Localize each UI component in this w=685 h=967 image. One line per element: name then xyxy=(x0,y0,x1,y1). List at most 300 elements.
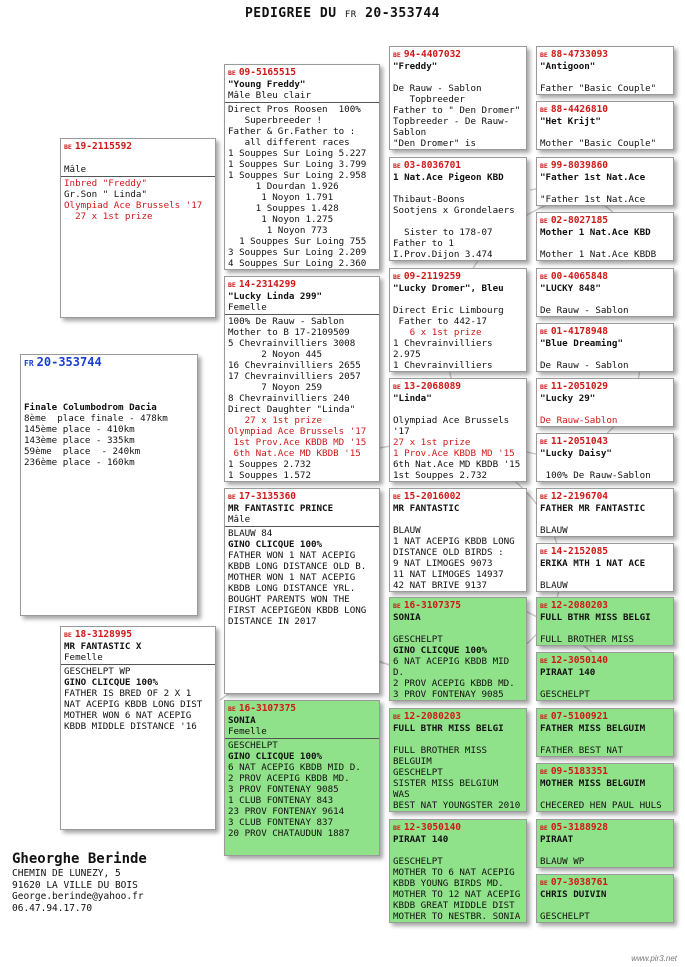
ring-number xyxy=(540,436,670,448)
pedigree-card-ff[interactable] xyxy=(224,64,380,270)
ring-value: 20-353744 xyxy=(36,355,102,369)
card-line: FULL BROTHER MISS xyxy=(393,745,488,756)
country-code: BE xyxy=(540,51,548,59)
country-code: BE xyxy=(540,383,548,391)
card-line: Olympiad Ace Brussels xyxy=(393,415,510,426)
card-line: NAT ACEPIG KBDB LONG DIST xyxy=(64,699,203,710)
ring-number xyxy=(228,279,376,291)
card-line: Father to 1 xyxy=(393,238,454,249)
card-line: '17 xyxy=(393,426,410,437)
country-code: BE xyxy=(540,657,548,665)
card-line xyxy=(540,349,670,360)
card-line: 2 PROV ACEPIG KBDB MD. xyxy=(393,678,515,689)
ring-number xyxy=(393,49,523,61)
title-ring: 20-353744 xyxy=(365,6,441,21)
ring-number xyxy=(540,491,670,503)
card-line: Finale Columbodrom Dacia xyxy=(24,402,157,413)
pigeon-name: FULL BTHR MISS BELGI xyxy=(393,723,504,734)
card-line: De Rauw - Sablon xyxy=(540,360,629,371)
card-line: Father to " Den Dromer" xyxy=(393,105,521,116)
card-line: 42 NAT BRIVE 9137 xyxy=(393,580,488,591)
card-line: Superbreeder ! xyxy=(228,115,323,126)
card-line xyxy=(24,380,194,391)
card-line: 100% De Rauw-Sablon xyxy=(540,470,651,481)
card-line xyxy=(540,900,670,911)
card-line xyxy=(540,72,670,83)
card-line xyxy=(393,404,523,415)
card-line: I.Prov.Dijon 3.474 xyxy=(393,249,493,260)
pedigree-card-g10[interactable] xyxy=(536,543,674,592)
ring-number xyxy=(24,357,194,369)
country-code: BE xyxy=(393,162,401,170)
ring-value: 03-8036701 xyxy=(403,160,462,171)
card-line: Gr.Son " Linda" xyxy=(64,189,147,200)
card-line: 20 PROV CHATAUDUN 1887 xyxy=(228,828,350,839)
card-line: 6th Nat.Ace MD KBDB '15 xyxy=(228,448,361,459)
card-line: 6 NAT ACEPIG KBDB MID D. xyxy=(228,762,361,773)
site-credit[interactable]: www.pir3.net xyxy=(631,954,677,963)
pedigree-card-ffm[interactable] xyxy=(389,157,527,261)
ring-value: 02-8027185 xyxy=(550,215,609,226)
ring-value: 99-8039860 xyxy=(550,160,609,171)
pedigree-card-mm[interactable] xyxy=(224,700,380,856)
pigeon-name: "Freddy" xyxy=(393,61,438,72)
country-code: BE xyxy=(393,602,401,610)
ring-number xyxy=(540,766,670,778)
ring-value: 18-3128995 xyxy=(74,629,133,640)
card-line xyxy=(393,72,523,83)
card-line xyxy=(24,391,194,402)
country-code: BE xyxy=(540,824,548,832)
owner-address: CHEMIN DE LUNEZY, 5 xyxy=(12,868,121,879)
ring-number xyxy=(393,491,523,503)
card-line: 2.975 xyxy=(393,349,421,360)
card-line: 6 x 1st prize xyxy=(393,327,482,338)
title-country: FR xyxy=(344,10,357,20)
ring-value: 14-2152085 xyxy=(550,546,609,557)
pedigree-card-g15[interactable] xyxy=(536,819,674,868)
owner-city: 91620 LA VILLE DU BOIS xyxy=(12,879,138,891)
card-line xyxy=(540,127,670,138)
card-line xyxy=(393,514,523,525)
card-line: all different races xyxy=(228,137,350,148)
card-line xyxy=(540,569,670,580)
ring-value: 12-3050140 xyxy=(403,822,462,833)
card-line xyxy=(64,153,212,164)
pedigree-card-g3[interactable] xyxy=(536,157,674,206)
card-line xyxy=(540,789,670,800)
card-line: 3 CLUB FONTENAY 837 xyxy=(228,817,334,828)
pigeon-name: PIRAAT xyxy=(540,834,574,845)
pigeon-name: "Blue Dreaming" xyxy=(540,338,623,349)
ring-number xyxy=(540,600,670,612)
card-line: De Rauw - Sablon xyxy=(540,305,629,316)
card-line: 145ème place - 410km xyxy=(24,424,135,435)
country-code: BE xyxy=(540,879,548,887)
country-code: BE xyxy=(540,493,548,501)
pigeon-name: "Father 1st Nat.Ace xyxy=(540,172,646,183)
card-line: GESCHELPT xyxy=(540,689,590,700)
pigeon-name: MOTHER MISS BELGUIM xyxy=(540,778,646,789)
card-line xyxy=(393,623,523,634)
card-line: BLAUW xyxy=(393,525,421,536)
card-line: KBDB LONG DISTANCE OLD B. xyxy=(228,561,367,572)
ring-number xyxy=(540,49,670,61)
pedigree-card-g14[interactable] xyxy=(536,763,674,812)
card-line: 1 Souppes Sur Loing 3.799 xyxy=(228,159,367,170)
ring-number xyxy=(540,546,670,558)
ring-number xyxy=(540,822,670,834)
card-line: 143ème place - 335km xyxy=(24,435,135,446)
card-line: 2 PROV ACEPIG KBDB MD. xyxy=(228,773,350,784)
pigeon-name: FATHER MR FANTASTIC xyxy=(540,503,646,514)
ring-value: 01-4178948 xyxy=(550,326,609,337)
ring-value: 09-2119259 xyxy=(403,271,462,282)
card-divider xyxy=(61,664,215,665)
card-line: Topbreeder xyxy=(393,94,465,105)
country-code: BE xyxy=(540,162,548,170)
ring-value: 16-3107375 xyxy=(238,703,297,714)
card-line: GESCHELPT WP xyxy=(64,666,131,677)
card-line: Olympiad Ace Brussels '17 xyxy=(64,200,203,211)
card-line: 8 Chevrainvilliers 240 xyxy=(228,393,350,404)
pigeon-name: FULL BTHR MISS BELGI xyxy=(540,612,651,623)
card-line: Father "Basic Couple" xyxy=(540,83,657,94)
card-line: MOTHER WON 1 NAT ACEPIG xyxy=(228,572,356,583)
card-line: 3 Souppes Sur Loing 2.209 xyxy=(228,247,367,258)
pedigree-card-mff[interactable] xyxy=(389,488,527,592)
title-prefix: PEDIGREE DU xyxy=(244,6,337,21)
country-code: BE xyxy=(393,493,401,501)
ring-value: 12-2080203 xyxy=(550,600,609,611)
card-line xyxy=(540,459,670,470)
card-line: 8ème place finale - 478km xyxy=(24,413,168,424)
ring-value: 17-3135360 xyxy=(238,491,297,502)
card-line: 27 x 1st prize xyxy=(64,211,153,222)
card-line: 7 Noyon 259 xyxy=(228,382,323,393)
pigeon-name: "Lucky Daisy" xyxy=(540,448,612,459)
card-line: FATHER BEST NAT xyxy=(540,745,623,756)
pigeon-name: CHRIS DUIVIN xyxy=(540,889,607,900)
pigeon-name: "Lucky Linda 299" xyxy=(228,291,323,302)
pedigree-card-fmm[interactable] xyxy=(389,378,527,482)
pedigree-card-g13[interactable] xyxy=(536,708,674,757)
country-code: BE xyxy=(228,705,236,713)
card-line: GINO CLICQUE 100% xyxy=(64,677,159,688)
ring-number xyxy=(64,629,212,641)
card-line: BEST NAT YOUNGSTER 2010 xyxy=(393,800,521,811)
pedigree-card-g7[interactable] xyxy=(536,378,674,427)
card-line: 1 Souppes 1.428 xyxy=(228,203,339,214)
ring-value: 19-2115592 xyxy=(74,141,133,152)
card-line: KBDB LONG DISTANCE YRL. xyxy=(228,583,356,594)
card-line: Femelle xyxy=(228,302,267,313)
pigeon-name: "Het Krijt" xyxy=(540,116,601,127)
ring-number xyxy=(540,326,670,338)
card-line xyxy=(393,845,523,856)
card-line: DISTANCE IN 2017 xyxy=(228,616,317,627)
pigeon-name: "Linda" xyxy=(393,393,432,404)
card-line: Thibaut-Boons xyxy=(393,194,465,205)
card-line: Olympiad Ace Brussels '17 xyxy=(228,426,367,437)
card-line: 23 PROV FONTENAY 9614 xyxy=(228,806,345,817)
owner-name: Gheorghe Berinde xyxy=(12,851,147,867)
pedigree-card-g2[interactable] xyxy=(536,101,674,150)
country-code: BE xyxy=(540,328,548,336)
card-line xyxy=(393,216,523,227)
ring-value: 12-3050140 xyxy=(550,655,609,666)
card-line: KBDB YOUNG BIRDS MD. xyxy=(393,878,504,889)
country-code: BE xyxy=(393,383,401,391)
country-code: BE xyxy=(393,713,401,721)
pigeon-name: ERIKA MTH 1 NAT ACE xyxy=(540,558,646,569)
ring-number xyxy=(393,711,523,723)
card-line: 27 x 1st prize xyxy=(393,437,471,448)
card-line: 9 NAT LIMOGES 9073 xyxy=(393,558,493,569)
country-code: BE xyxy=(64,631,72,639)
card-line: 1 CLUB FONTENAY 843 xyxy=(228,795,334,806)
country-code: BE xyxy=(393,273,401,281)
ring-number xyxy=(540,877,670,889)
card-line: 1 NAT ACEPIG KBDB LONG xyxy=(393,536,515,547)
card-line: 1st Prov.Ace KBDB MD '15 xyxy=(228,437,367,448)
ring-value: 11-2051043 xyxy=(550,436,609,447)
card-line: GESCHELPT xyxy=(540,911,590,922)
pigeon-name: "Lucky Dromer", Bleu xyxy=(393,283,504,294)
ring-number xyxy=(228,703,376,715)
card-line: 5 Chevrainvilliers 3008 xyxy=(228,338,356,349)
card-line: 1 Noyon 1.275 xyxy=(228,214,334,225)
card-line: GINO CLICQUE 100% xyxy=(228,751,323,762)
ring-number xyxy=(393,381,523,393)
card-line: MOTHER TO NESTBR. SONIA xyxy=(393,911,521,922)
ring-number xyxy=(540,215,670,227)
pigeon-name: Mother 1 Nat.Ace KBD xyxy=(540,227,651,238)
pigeon-name: PIRAAT 140 xyxy=(540,667,596,678)
card-line: 100% De Rauw - Sablon xyxy=(228,316,345,327)
ring-number xyxy=(540,711,670,723)
card-divider xyxy=(225,738,379,739)
country-code: BE xyxy=(228,69,236,77)
pedigree-card-g1[interactable] xyxy=(536,46,674,95)
ring-value: 14-2314299 xyxy=(238,279,297,290)
card-line: 1 Souppes Sur Loing 2.958 xyxy=(228,170,367,181)
country-code: BE xyxy=(540,273,548,281)
card-line: 1 Souppes 2.732 xyxy=(228,459,311,470)
ring-value: 00-4065848 xyxy=(550,271,609,282)
country-code: BE xyxy=(228,493,236,501)
card-line: 1 Chevrainvilliers xyxy=(393,360,493,371)
ring-value: 88-4733093 xyxy=(550,49,609,60)
pedigree-card-fmf[interactable] xyxy=(389,268,527,372)
card-line: KBDB GREAT MIDDLE DIST xyxy=(393,900,515,911)
card-line: 6 NAT ACEPIG KBDB MID xyxy=(393,656,510,667)
ring-value: 07-5100921 xyxy=(550,711,609,722)
pedigree-card-g5[interactable] xyxy=(536,268,674,317)
ring-number xyxy=(540,104,670,116)
ring-number xyxy=(64,141,212,153)
page-title xyxy=(0,6,685,21)
card-line xyxy=(540,294,670,305)
pigeon-name: "Lucky 29" xyxy=(540,393,596,404)
card-line: Direct Daughter "Linda" xyxy=(228,404,356,415)
card-line: 11 NAT LIMOGES 14937 xyxy=(393,569,504,580)
card-line: Mother "Basic Couple" xyxy=(540,138,657,149)
card-line xyxy=(540,678,670,689)
pedigree-card-mmf[interactable] xyxy=(389,708,527,812)
ring-value: 09-5165515 xyxy=(238,67,297,78)
card-line: 27 x 1st prize xyxy=(228,415,323,426)
card-line xyxy=(393,734,523,745)
pedigree-card-fm[interactable] xyxy=(224,276,380,482)
card-divider xyxy=(225,102,379,103)
card-line: Mother to B 17-2109509 xyxy=(228,327,350,338)
country-code: BE xyxy=(393,51,401,59)
ring-number xyxy=(393,160,523,172)
pigeon-name: MR FANTASTIC X xyxy=(64,641,142,652)
owner-email[interactable]: George.berinde@yahoo.fr xyxy=(12,891,144,902)
pedigree-card-g12[interactable] xyxy=(536,652,674,701)
card-line: GESCHELPT xyxy=(228,740,278,751)
card-line: Mâle xyxy=(64,164,87,175)
card-line: Mother 1 Nat.Ace KBDB xyxy=(540,249,657,260)
ring-number xyxy=(393,822,523,834)
card-line: Direct Pros Roosen 100% xyxy=(228,104,361,115)
pedigree-card-mmm[interactable] xyxy=(389,819,527,923)
card-line: 4 Souppes Sur Loing 2.360 xyxy=(228,258,367,269)
card-line: Femelle xyxy=(228,726,267,737)
country-code: BE xyxy=(228,281,236,289)
pedigree-card-father[interactable] xyxy=(60,138,216,318)
pedigree-card-g8[interactable] xyxy=(536,433,674,482)
pigeon-name: SONIA xyxy=(228,715,256,726)
pigeon-name: MR FANTASTIC PRINCE xyxy=(228,503,334,514)
card-line: De Rauw - Sablon xyxy=(393,83,482,94)
card-line: GESCHELPT xyxy=(393,634,443,645)
card-line: Mâle Bleu clair xyxy=(228,90,311,101)
pigeon-name: "Young Freddy" xyxy=(228,79,306,90)
card-line: 17 Chevrainvilliers 2057 xyxy=(228,371,361,382)
ring-number xyxy=(393,271,523,283)
ring-value: 12-2196704 xyxy=(550,491,609,502)
pedigree-card-g16[interactable] xyxy=(536,874,674,923)
ring-number xyxy=(393,600,523,612)
card-line: BLAUW xyxy=(540,525,568,536)
pigeon-name: PIRAAT 140 xyxy=(393,834,449,845)
card-line xyxy=(393,294,523,305)
ring-value: 05-3188928 xyxy=(550,822,609,833)
country-code: BE xyxy=(540,713,548,721)
card-line: 1 Chevrainvilliers xyxy=(393,338,493,349)
card-line: BLAUW xyxy=(540,580,568,591)
ring-value: 88-4426810 xyxy=(550,104,609,115)
ring-number xyxy=(540,271,670,283)
country-code: BE xyxy=(540,106,548,114)
card-line: GESCHELPT xyxy=(393,767,443,778)
card-line: DISTANCE OLD BIRDS : xyxy=(393,547,504,558)
pedigree-card-mother[interactable] xyxy=(60,626,216,830)
card-line: De Rauw-Sablon xyxy=(540,415,618,426)
card-line xyxy=(540,845,670,856)
card-line: FULL BROTHER MISS xyxy=(540,634,635,645)
pigeon-name: "Antigoon" xyxy=(540,61,596,72)
card-line: BLAUW WP xyxy=(540,856,585,867)
card-line xyxy=(540,734,670,745)
pigeon-name: SONIA xyxy=(393,612,421,623)
ring-value: 12-2080203 xyxy=(403,711,462,722)
card-line: 1 Prov.Ace KBDB MD '15 xyxy=(393,448,515,459)
card-line: Sister to 178-07 xyxy=(393,227,493,238)
pedigree-card-g6[interactable] xyxy=(536,323,674,372)
country-code: BE xyxy=(540,217,548,225)
ring-number xyxy=(540,655,670,667)
card-divider xyxy=(61,176,215,177)
ring-value: 94-4407032 xyxy=(403,49,462,60)
card-line: MOTHER WON 6 NAT ACEPIG xyxy=(64,710,192,721)
card-line: 1 Souppes 1.572 xyxy=(228,470,311,481)
ring-value: 13-2068089 xyxy=(403,381,462,392)
card-line: 3 PROV FONTENAY 9085 xyxy=(228,784,339,795)
card-line: 1 Souppes Sur Loing 755 xyxy=(228,236,367,247)
pedigree-card-g11[interactable] xyxy=(536,597,674,646)
pedigree-card-mf[interactable] xyxy=(224,488,380,694)
card-line: 59ème place - 240km xyxy=(24,446,141,457)
pigeon-name: FATHER MISS BELGUIM xyxy=(540,723,646,734)
owner-phone: 06.47.94.17.70 xyxy=(12,902,93,914)
card-line: FATHER WON 1 NAT ACEPIG xyxy=(228,550,356,561)
ring-value: 11-2051029 xyxy=(550,381,609,392)
card-line: Father & Gr.Father to : xyxy=(228,126,356,137)
card-line: GINO CLICQUE 100% xyxy=(393,645,488,656)
card-line xyxy=(540,623,670,634)
pigeon-name: "LUCKY 848" xyxy=(540,283,601,294)
pedigree-card-mfm[interactable] xyxy=(389,597,527,701)
pedigree-card-g4[interactable] xyxy=(536,212,674,261)
pigeon-name: 1 Nat.Ace Pigeon KBD xyxy=(393,172,504,183)
card-line xyxy=(540,514,670,525)
card-line xyxy=(540,183,670,194)
country-code: FR xyxy=(24,359,34,368)
card-line: Sablon xyxy=(393,127,427,138)
card-line: Topbreeder - De Rauw- xyxy=(393,116,510,127)
card-line: BELGUIM xyxy=(393,756,432,767)
card-divider xyxy=(225,314,379,315)
ring-value: 09-5183351 xyxy=(550,766,609,777)
card-line: CHECERED HEN PAUL HULS xyxy=(540,800,662,811)
country-code: BE xyxy=(64,143,72,151)
card-line: 1 Dourdan 1.926 xyxy=(228,181,339,192)
card-line: Direct Eric Limbourg xyxy=(393,305,504,316)
pedigree-card-g9[interactable] xyxy=(536,488,674,537)
card-line: 16 Chevrainvilliers 2655 xyxy=(228,360,361,371)
card-line: GESCHELPT xyxy=(393,856,443,867)
card-line: FIRST ACEPIGEON KBDB LONG xyxy=(228,605,367,616)
country-code: BE xyxy=(540,768,548,776)
card-line: FATHER IS BRED OF 2 X 1 xyxy=(64,688,192,699)
card-line: 6th Nat.Ace MD KBDB '15 xyxy=(393,459,521,470)
pedigree-card-subject[interactable] xyxy=(20,354,198,616)
pedigree-card-fff[interactable] xyxy=(389,46,527,150)
card-divider xyxy=(225,526,379,527)
card-line: WAS xyxy=(393,789,410,800)
card-line: "Den Dromer" is xyxy=(393,138,476,149)
card-line: 1 Souppes Sur Loing 5.227 xyxy=(228,148,367,159)
card-line: D. xyxy=(393,667,405,678)
card-line: MOTHER TO 6 NAT ACEPIG xyxy=(393,867,515,878)
ring-value: 07-3038761 xyxy=(550,877,609,888)
country-code: BE xyxy=(540,602,548,610)
card-line: GINO CLICQUE 100% xyxy=(228,539,323,550)
